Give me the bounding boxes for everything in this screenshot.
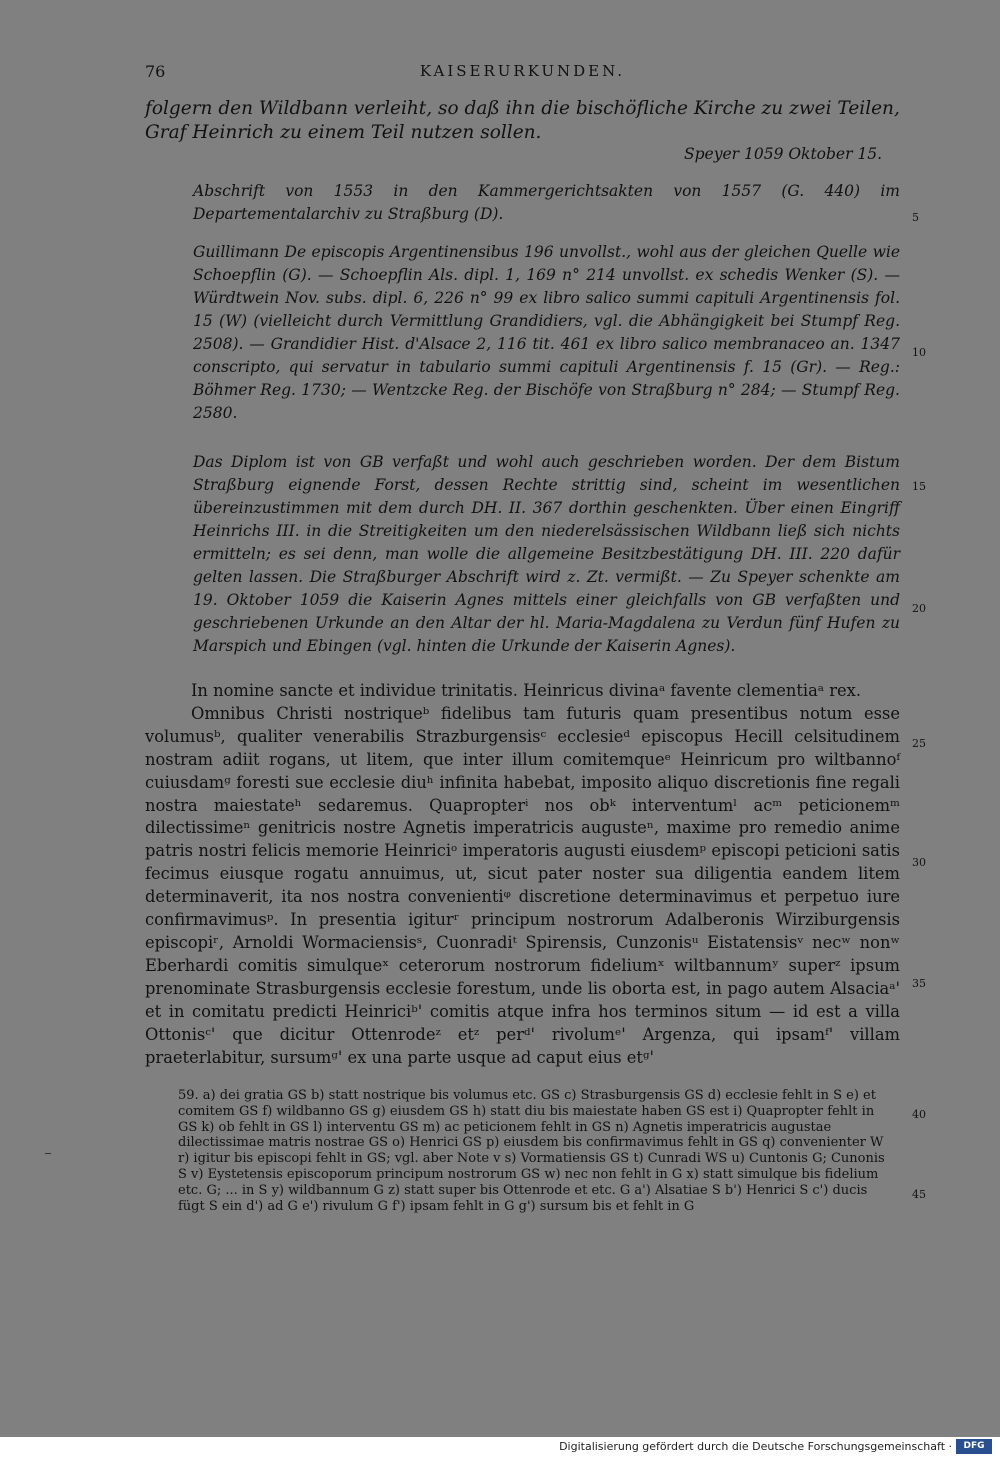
- line-number: 20: [912, 602, 926, 615]
- line-number: 35: [912, 977, 926, 990]
- line-number: 10: [912, 346, 926, 359]
- charter-invocation: In nomine sancte et individue trinitatis. Heinricus divinaᵃ favente clementiaᵃ rex.: [191, 681, 862, 700]
- line-number: 45: [912, 1188, 926, 1201]
- critical-apparatus: [178, 1088, 896, 1214]
- footnote-text: 59. a) dei gratia GS b) statt nostrique bis volumus etc. GS c) Strasburgensis GS d) ecclesie fehlt in S e) et comitem GS f) wildbanno GS g) eiusdem GS h) statt diu bis maiestate haben GS est i) Quapropter fehlt in GS k) ob fehlt in GS l) interventu GS m) ac peticionem fehlt in GS n) Agnetis imperatricis augustae dilectissimae matris nostrae GS o) Henrici GS p) eiusdem bis confirmavimus fehlt in GS q) convenienter W r) igitur bis episcopi fehlt in GS; vgl. aber Note v s) Vormatiensis GS t) Cunradi WS u) Cuntonis G; Cunonis S v) Eystetensis episcoporum principum nostrorum GS w) nec non fehlt in G x) statt simulque bis fidelium etc. G; ... in S y) wildbannum G z) statt super bis Ottenrode et etc. G a') Alsatiae S b') Henrici S c') ducis fügt S ein d') ad G e') rivulum G f') ipsam fehlt in G g') sursum bis et fehlt in G: [178, 1088, 885, 1214]
- charter-text: [145, 680, 900, 1069]
- charter-body: Omnibus Christi nostriqueᵇ fidelibus tam futuris quam presentibus notum esse volumusᵇ, qualiter venerabilis Strazburgensisᶜ ecclesieᵈ episcopus Hecill celsitudinem nostram adiit rogans, ut litem, que inter illum comitemqueᵉ Heinricum pro wiltbannoᶠ cuiusdamᵍ foresti sue ecclesie diuʰ infinita habebat, imposito aliquo discretionis fine regali nostra maiestateʰ sedaremus. Quapropterⁱ nos obᵏ interventumˡ acᵐ peticionemᵐ dilectissimeⁿ genitricis nostre Agnetis imperatricis augusteⁿ, maxime pro remedio anime patris nostri felicis memorie Heinriciᵒ imperatoris augusti eiusdemᵖ episcopi peticioni satis fecimus eiusque rogatu annuimus, ut, sicut pater noster sua diligentia eandem litem determinaverit, ita nos nostra convenientiᵠ discretione determinavimus et perpetuo iure confirmavimusᵖ. In presentia igiturʳ principum nostrorum Adalberonis Wirziburgensis episcopiʳ, Arnoldi Wormaciensisˢ, Cuonradiᵗ Spirensis, Cunzonisᵘ Eistatensisᵛ necʷ nonʷ Eberhardi comitis simulqueˣ ceterorum nostrorum fideliumˣ wiltbannumʸ superᶻ ipsum prenominate Strasburgensis ecclesie forestum, unde lis oborta est, in pago autem Alsaciaᵃ' et in comitatu predicti Heinriciᵇ' comitis atque infra hos terminos situm — id est a villa Ottonisᶜ' que dicitur Ottenrodeᶻ etᶻ perᵈ' rivolumᵉ' Argenza, qui ipsamᶠ' villam praeterlabitur, sursumᵍ' ex una parte usque ad caput eius etᵍ': [145, 703, 900, 1067]
- footer-bar: [0, 1437, 1000, 1457]
- line-number: 15: [912, 480, 926, 493]
- line-number: 30: [912, 856, 926, 869]
- charter-summary: [145, 97, 905, 145]
- summary-text: folgern den Wildbann verleiht, so daß ihn die bischöfliche Kirche zu zwei Teilen, Graf Heinrich zu einem Teil nutzen sollen.: [145, 98, 900, 143]
- note-editions: [193, 241, 900, 425]
- note-transmission: [193, 180, 900, 226]
- charter-date: Speyer 1059 Oktober 15.: [684, 145, 883, 163]
- note-paragraph-1: Abschrift von 1553 in den Kammergerichtsakten von 1557 (G. 440) im Departementalarchiv zu Straßburg (D).: [193, 182, 900, 223]
- line-number: 25: [912, 737, 926, 750]
- footer-credit: Digitalisierung gefördert durch die Deutsche Forschungsgemeinschaft ·: [559, 1440, 952, 1453]
- dfg-logo-icon[interactable]: DFG: [956, 1439, 992, 1454]
- line-number: 5: [912, 211, 919, 224]
- line-number: 40: [912, 1108, 926, 1121]
- note-commentary: [193, 451, 900, 658]
- running-title: KAISERURKUNDEN.: [419, 62, 626, 80]
- page-header: [145, 62, 900, 84]
- page-number: 76: [145, 62, 166, 81]
- scan-speck: [45, 1153, 51, 1154]
- note-paragraph-3: Das Diplom ist von GB verfaßt und wohl auch geschrieben worden. Der dem Bistum Straßburg eignende Forst, dessen Rechte strittig sind, scheint im wesentlichen übereinzustimmen mit dem durch DH. II. 367 dorthin geschenkten. Über einen Eingriff Heinrichs III. in die Streitigkeiten um den niederelsässischen Wildbann ließ sich nichts ermitteln; es sei denn, man wolle die allgemeine Besitzbestätigung DH. III. 220 dafür gelten lassen. Die Straßburger Abschrift wird z. Zt. vermißt. — Zu Speyer schenkte am 19. Oktober 1059 die Kaiserin Agnes mittels einer gleichfalls von GB verfaßten und geschriebenen Urkunde an den Altar der hl. Maria-Magdalena zu Verdun fünf Hufen zu Marspich und Ebingen (vgl. hinten die Urkunde der Kaiserin Agnes).: [193, 453, 900, 655]
- note-paragraph-2: Guillimann De episcopis Argentinensibus 196 unvollst., wohl aus der gleichen Quelle wie Schoepflin (G). — Schoepflin Als. dipl. 1, 169 n° 214 unvollst. ex schedis Wenker (S). — Würdtwein Nov. subs. dipl. 6, 226 n° 99 ex libro salico summi capituli Argentinensis fol. 15 (W) (vielleicht durch Vermittlung Grandidiers, vgl. die Abhängigkeit bei Stumpf Reg. 2508). — Grandidier Hist. d'Alsace 2, 116 tit. 461 ex libro salico membranaceo an. 1347 conscripto, qui servatur in tabulario summi capituli Argentinensis f. 15 (Gr). — Reg.: Böhmer Reg. 1730; — Wentzcke Reg. der Bischöfe von Straßburg n° 284; — Stumpf Reg. 2580.: [193, 243, 900, 422]
